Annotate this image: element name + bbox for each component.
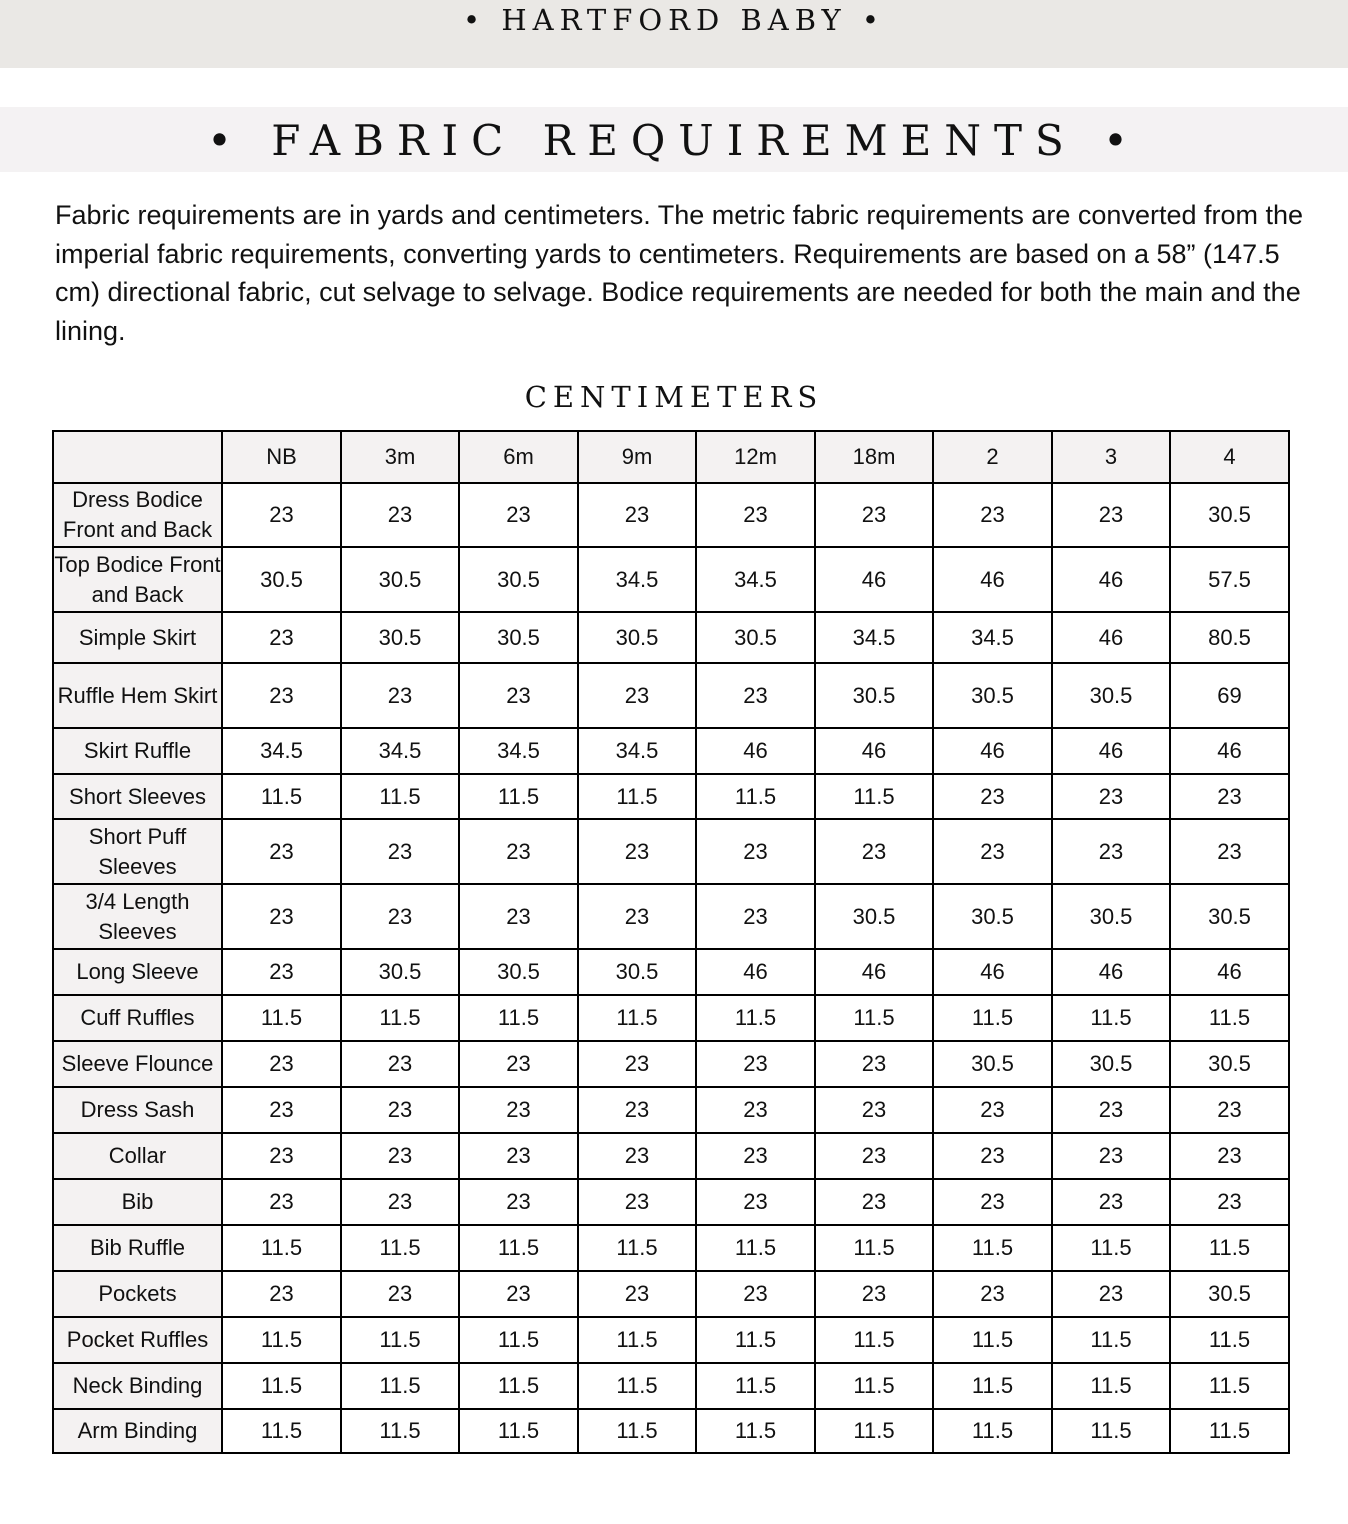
column-header-4: 4 (1170, 431, 1289, 483)
table-cell: 11.5 (459, 995, 578, 1041)
table-cell: 23 (696, 483, 815, 547)
row-label: Bib (53, 1179, 222, 1225)
table-cell: 23 (578, 1133, 696, 1179)
column-header-9m: 9m (578, 431, 696, 483)
table-cell: 23 (341, 1271, 459, 1317)
table-cell: 23 (222, 819, 341, 884)
row-label: Pocket Ruffles (53, 1317, 222, 1363)
table-row (53, 728, 1289, 774)
table-row (53, 1409, 1289, 1453)
table-cell: 11.5 (1052, 1225, 1170, 1271)
table-cell: 23 (222, 483, 341, 547)
table-cell: 46 (1170, 949, 1289, 995)
table-cell: 11.5 (933, 1225, 1052, 1271)
table-cell: 30.5 (341, 547, 459, 612)
table-cell: 23 (459, 663, 578, 728)
table-cell: 46 (815, 949, 933, 995)
table-row (53, 483, 1289, 547)
table-row (53, 1087, 1289, 1133)
table-cell: 11.5 (341, 1363, 459, 1409)
table-cell: 30.5 (1170, 1041, 1289, 1087)
table-cell: 30.5 (578, 949, 696, 995)
table-cell: 30.5 (696, 612, 815, 663)
table-cell: 11.5 (1170, 1409, 1289, 1453)
table-cell: 23 (222, 884, 341, 949)
table-cell: 23 (222, 612, 341, 663)
table-cell: 23 (933, 1179, 1052, 1225)
table-cell: 23 (341, 663, 459, 728)
table-cell: 23 (1052, 819, 1170, 884)
table-row (53, 774, 1289, 819)
table-cell: 34.5 (933, 612, 1052, 663)
table-cell: 11.5 (341, 1317, 459, 1363)
table-cell: 11.5 (1170, 1363, 1289, 1409)
table-cell: 23 (1052, 1179, 1170, 1225)
table-cell: 11.5 (1052, 1409, 1170, 1453)
row-label: Neck Binding (53, 1363, 222, 1409)
column-header-2: 2 (933, 431, 1052, 483)
table-cell: 30.5 (222, 547, 341, 612)
table-cell: 23 (1170, 1087, 1289, 1133)
table-cell: 34.5 (341, 728, 459, 774)
table-cell: 30.5 (1052, 663, 1170, 728)
table-cell: 11.5 (933, 1317, 1052, 1363)
table-cell: 46 (1052, 612, 1170, 663)
table-cell: 23 (696, 1087, 815, 1133)
page-title: • FABRIC REQUIREMENTS • (207, 116, 1141, 165)
table-cell: 23 (341, 819, 459, 884)
table-cell: 23 (459, 884, 578, 949)
table-cell: 23 (815, 819, 933, 884)
table-cell: 34.5 (222, 728, 341, 774)
table-cell: 11.5 (578, 1225, 696, 1271)
table-cell: 23 (459, 1133, 578, 1179)
row-label: Pockets (53, 1271, 222, 1317)
column-header-6m: 6m (459, 431, 578, 483)
table-cell: 11.5 (1052, 995, 1170, 1041)
table-cell: 11.5 (222, 995, 341, 1041)
table-cell: 11.5 (815, 774, 933, 819)
table-cell: 11.5 (815, 1225, 933, 1271)
table-cell: 23 (1052, 483, 1170, 547)
table-cell: 11.5 (696, 1225, 815, 1271)
table-cell: 11.5 (815, 995, 933, 1041)
table-cell: 23 (222, 1271, 341, 1317)
table-cell: 11.5 (578, 995, 696, 1041)
table-row (53, 884, 1289, 949)
table-cell: 23 (578, 1271, 696, 1317)
column-header-3m: 3m (341, 431, 459, 483)
table-cell: 30.5 (933, 663, 1052, 728)
table-cell: 80.5 (1170, 612, 1289, 663)
table-row (53, 1271, 1289, 1317)
row-label: Sleeve Flounce (53, 1041, 222, 1087)
table-cell: 23 (696, 884, 815, 949)
table-cell: 23 (1052, 1087, 1170, 1133)
table-cell: 23 (341, 1087, 459, 1133)
table-cell: 23 (459, 1087, 578, 1133)
table-header-row (53, 431, 1289, 483)
table-cell: 11.5 (696, 1317, 815, 1363)
table-cell: 34.5 (459, 728, 578, 774)
table-cell: 34.5 (815, 612, 933, 663)
table-cell: 23 (815, 1133, 933, 1179)
table-cell: 11.5 (222, 1317, 341, 1363)
table-cell: 30.5 (459, 612, 578, 663)
table-cell: 23 (222, 1133, 341, 1179)
units-heading: CENTIMETERS (524, 380, 824, 414)
table-cell: 11.5 (815, 1363, 933, 1409)
table-cell: 11.5 (696, 995, 815, 1041)
table-cell: 30.5 (933, 884, 1052, 949)
table-cell: 11.5 (459, 774, 578, 819)
table-cell: 46 (933, 949, 1052, 995)
table-cell: 23 (578, 819, 696, 884)
table-cell: 46 (933, 728, 1052, 774)
row-label: 3/4 Length Sleeves (53, 884, 222, 949)
row-label: Long Sleeve (53, 949, 222, 995)
table-cell: 23 (1170, 1133, 1289, 1179)
table-cell: 11.5 (578, 1409, 696, 1453)
row-label: Top Bodice Front and Back (53, 547, 222, 612)
table-cell: 57.5 (1170, 547, 1289, 612)
table-cell: 30.5 (1170, 884, 1289, 949)
table-row (53, 663, 1289, 728)
row-label: Collar (53, 1133, 222, 1179)
table-cell: 23 (696, 819, 815, 884)
row-label: Ruffle Hem Skirt (53, 663, 222, 728)
table-cell: 30.5 (815, 884, 933, 949)
table-cell: 23 (933, 483, 1052, 547)
column-header-nb: NB (222, 431, 341, 483)
table-row (53, 995, 1289, 1041)
table-cell: 11.5 (815, 1317, 933, 1363)
row-label: Simple Skirt (53, 612, 222, 663)
table-cell: 30.5 (1170, 1271, 1289, 1317)
table-cell: 23 (222, 1041, 341, 1087)
table-cell: 11.5 (933, 1363, 1052, 1409)
table-cell: 30.5 (459, 949, 578, 995)
table-cell: 46 (1052, 728, 1170, 774)
table-cell: 11.5 (341, 1225, 459, 1271)
table-cell: 23 (815, 483, 933, 547)
table-cell: 11.5 (1052, 1363, 1170, 1409)
table-row (53, 1179, 1289, 1225)
table-cell: 30.5 (1052, 884, 1170, 949)
brand-name: • HARTFORD BABY • (463, 3, 885, 37)
table-cell: 34.5 (578, 728, 696, 774)
table-cell: 23 (1170, 819, 1289, 884)
table-cell: 11.5 (341, 1409, 459, 1453)
table-cell: 30.5 (933, 1041, 1052, 1087)
table-cell: 11.5 (1052, 1317, 1170, 1363)
table-cell: 69 (1170, 663, 1289, 728)
table-cell: 23 (578, 1179, 696, 1225)
table-cell: 46 (1052, 949, 1170, 995)
table-cell: 23 (341, 1179, 459, 1225)
row-label: Bib Ruffle (53, 1225, 222, 1271)
row-label: Dress Sash (53, 1087, 222, 1133)
table-row (53, 1317, 1289, 1363)
table-cell: 34.5 (696, 547, 815, 612)
table-cell: 46 (815, 728, 933, 774)
table-cell: 11.5 (696, 1363, 815, 1409)
column-header-18m: 18m (815, 431, 933, 483)
table-row (53, 1363, 1289, 1409)
table-cell: 23 (815, 1041, 933, 1087)
table-cell: 23 (222, 1179, 341, 1225)
table-cell: 23 (222, 949, 341, 995)
table-cell: 46 (815, 547, 933, 612)
table-cell: 23 (696, 663, 815, 728)
table-cell: 23 (459, 819, 578, 884)
table-cell: 23 (578, 483, 696, 547)
column-header-12m: 12m (696, 431, 815, 483)
table-cell: 11.5 (696, 774, 815, 819)
table-cell: 23 (578, 884, 696, 949)
column-header-3: 3 (1052, 431, 1170, 483)
table-cell: 23 (1052, 1133, 1170, 1179)
table-cell: 34.5 (578, 547, 696, 612)
fabric-requirements-table (52, 430, 1290, 1454)
table-cell: 11.5 (1170, 995, 1289, 1041)
table-cell: 11.5 (1170, 1317, 1289, 1363)
table-row (53, 612, 1289, 663)
table-row (53, 1041, 1289, 1087)
table-cell: 30.5 (341, 612, 459, 663)
table-cell: 23 (222, 1087, 341, 1133)
table-row (53, 949, 1289, 995)
row-label: Cuff Ruffles (53, 995, 222, 1041)
table-cell: 23 (341, 483, 459, 547)
table-cell: 23 (341, 884, 459, 949)
table-cell: 23 (815, 1271, 933, 1317)
table-cell: 23 (341, 1041, 459, 1087)
intro-paragraph: Fabric requirements are in yards and centimeters. The metric fabric requirements are converted from the imperial fabric requirements, converting yards to centimeters. Requirements are based on a 58” (147.5 cm) directional fabric, cut selvage to selvage. Bodice requirements are needed for both the main and the lining. (55, 200, 1304, 346)
table-cell: 30.5 (341, 949, 459, 995)
table-row (53, 547, 1289, 612)
table-row (53, 1133, 1289, 1179)
table-cell: 23 (815, 1179, 933, 1225)
table-cell: 23 (1052, 1271, 1170, 1317)
row-label: Dress Bodice Front and Back (53, 483, 222, 547)
table-cell: 11.5 (222, 774, 341, 819)
table-cell: 23 (341, 1133, 459, 1179)
table-cell: 23 (696, 1041, 815, 1087)
table-cell: 11.5 (1170, 1225, 1289, 1271)
table-cell: 11.5 (222, 1225, 341, 1271)
table-cell: 11.5 (341, 774, 459, 819)
table-cell: 23 (1170, 1179, 1289, 1225)
table-cell: 11.5 (222, 1363, 341, 1409)
table-cell: 30.5 (815, 663, 933, 728)
table-cell: 11.5 (459, 1363, 578, 1409)
table-cell: 46 (1170, 728, 1289, 774)
table-cell: 30.5 (1052, 1041, 1170, 1087)
row-label: Short Puff Sleeves (53, 819, 222, 884)
table-cell: 23 (933, 819, 1052, 884)
row-label: Short Sleeves (53, 774, 222, 819)
table-cell: 11.5 (578, 774, 696, 819)
table-cell: 23 (1052, 774, 1170, 819)
table-cell: 23 (1170, 774, 1289, 819)
table-cell: 46 (696, 949, 815, 995)
table-cell: 23 (459, 1041, 578, 1087)
table-cell: 23 (933, 1133, 1052, 1179)
table-cell: 23 (578, 1041, 696, 1087)
table-cell: 46 (696, 728, 815, 774)
table-cell: 23 (459, 483, 578, 547)
table-cell: 11.5 (459, 1225, 578, 1271)
table-cell: 11.5 (933, 995, 1052, 1041)
table-cell: 23 (459, 1271, 578, 1317)
table-cell: 30.5 (1170, 483, 1289, 547)
table-cell: 11.5 (696, 1409, 815, 1453)
table-cell: 23 (696, 1179, 815, 1225)
table-cell: 11.5 (459, 1409, 578, 1453)
table-cell: 23 (815, 1087, 933, 1133)
table-cell: 11.5 (933, 1409, 1052, 1453)
table-cell: 46 (1052, 547, 1170, 612)
table-row (53, 819, 1289, 884)
corner-cell (53, 431, 222, 483)
table-cell: 23 (222, 663, 341, 728)
table-cell: 23 (933, 774, 1052, 819)
table-cell: 23 (578, 1087, 696, 1133)
table-row (53, 1225, 1289, 1271)
table-cell: 11.5 (341, 995, 459, 1041)
row-label: Arm Binding (53, 1409, 222, 1453)
row-label: Skirt Ruffle (53, 728, 222, 774)
table-cell: 23 (696, 1271, 815, 1317)
table-cell: 23 (933, 1271, 1052, 1317)
table-cell: 11.5 (459, 1317, 578, 1363)
table-cell: 23 (933, 1087, 1052, 1133)
table-cell: 46 (933, 547, 1052, 612)
table-cell: 11.5 (578, 1363, 696, 1409)
table-cell: 11.5 (815, 1409, 933, 1453)
table-cell: 23 (696, 1133, 815, 1179)
table-cell: 30.5 (459, 547, 578, 612)
table-cell: 11.5 (578, 1317, 696, 1363)
table-cell: 11.5 (222, 1409, 341, 1453)
table-cell: 23 (578, 663, 696, 728)
table-cell: 23 (459, 1179, 578, 1225)
table-cell: 30.5 (578, 612, 696, 663)
